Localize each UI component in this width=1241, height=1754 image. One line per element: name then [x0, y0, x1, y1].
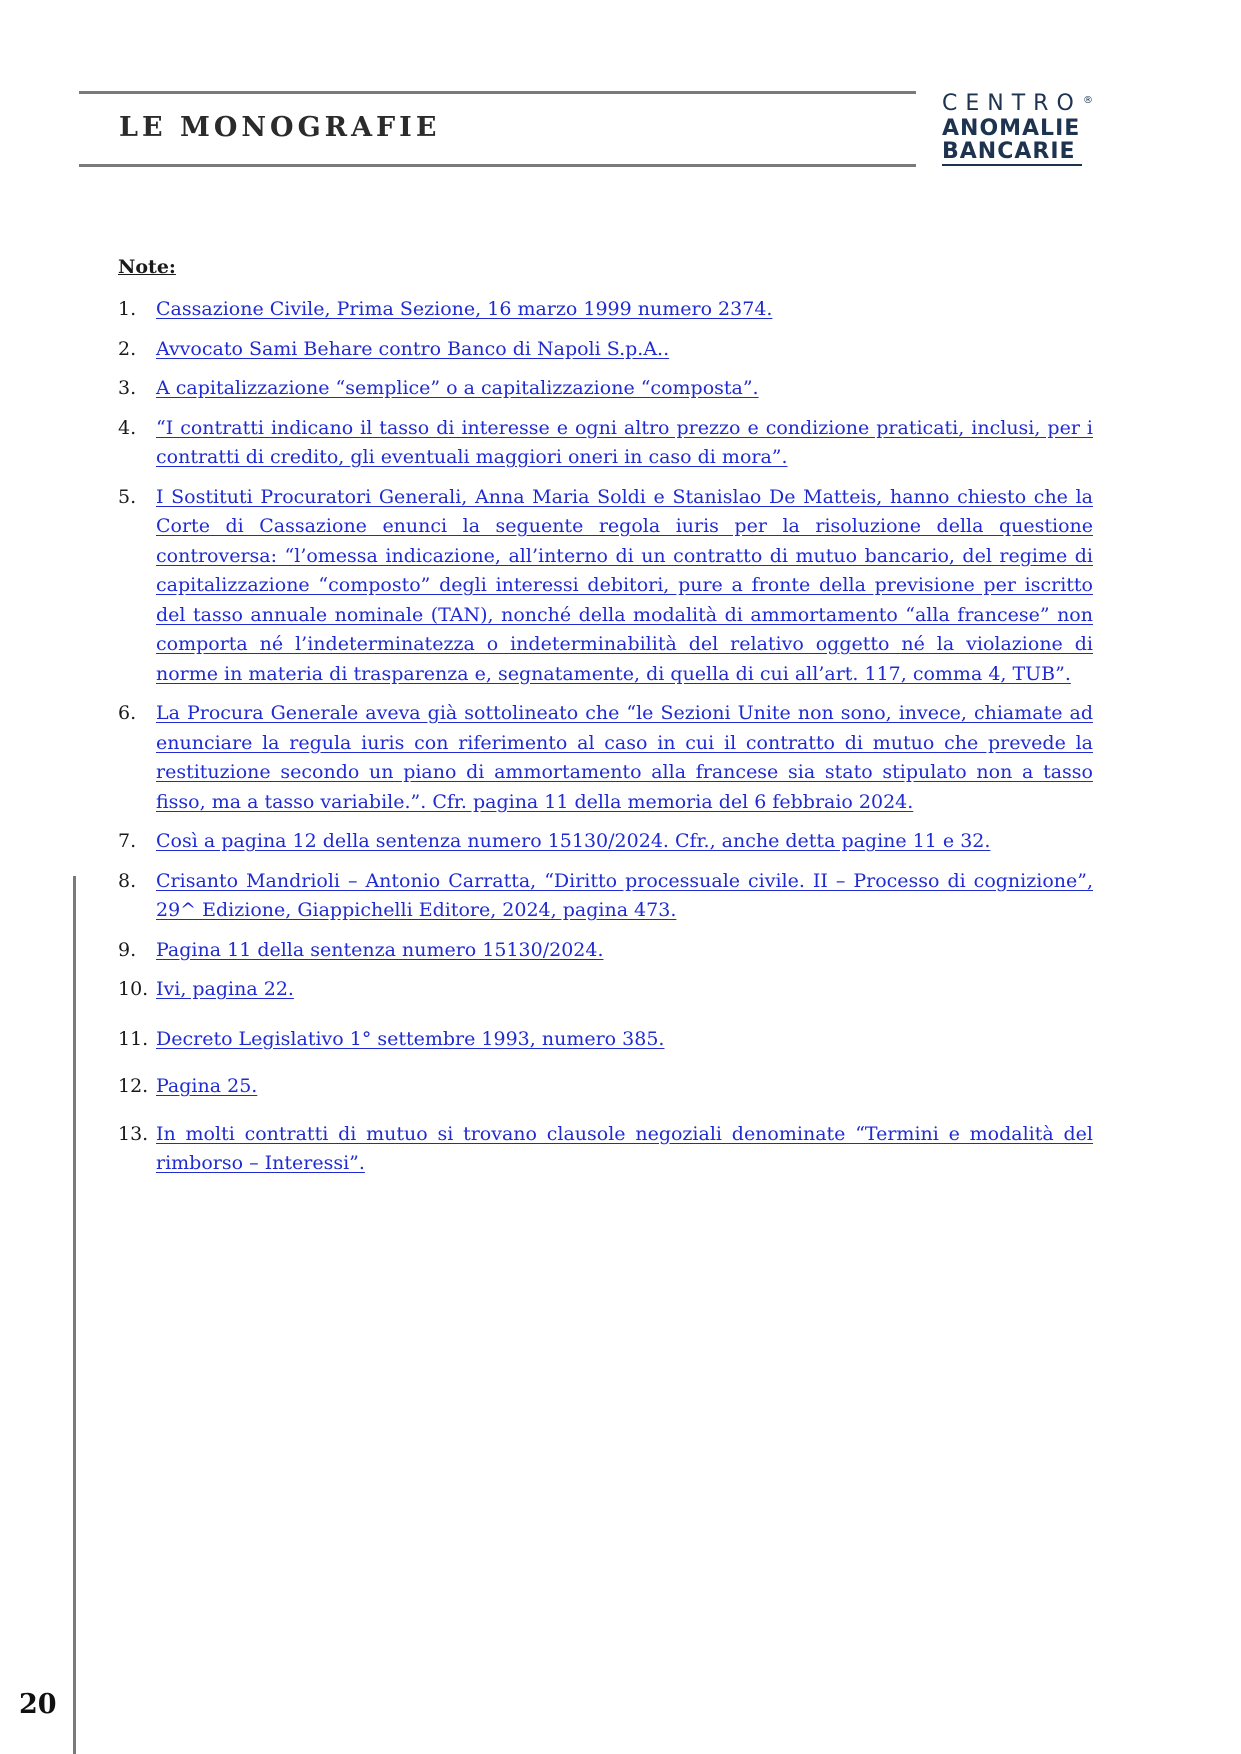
note-number: 7. [118, 830, 137, 852]
logo-anomalie-text: ANOMALIE [942, 116, 1081, 141]
note-link[interactable]: Decreto Legislativo 1° settembre 1993, numero 385. [156, 1027, 665, 1050]
note-item [118, 295, 1093, 325]
note-item [118, 1072, 1093, 1102]
note-link[interactable]: “I contratti indicano il tasso di interesse e ogni altro prezzo e condizione praticati, inclusi, per i contratti di credito, gli eventuali maggiori oneri in caso di mora”. [156, 416, 1093, 468]
note-link[interactable]: A capitalizzazione “semplice” o a capitalizzazione “composta”. [156, 377, 759, 399]
note-item [118, 1025, 1093, 1055]
notes-list [118, 295, 1093, 1189]
notes-heading: Note: [118, 256, 176, 278]
note-item [118, 1120, 1093, 1179]
note-item [118, 699, 1093, 817]
note-number: 3. [118, 377, 137, 399]
note-number: 8. [118, 869, 137, 892]
note-number: 13. [118, 1122, 149, 1145]
note-item [118, 414, 1093, 473]
note-number: 10. [118, 978, 149, 1000]
note-item [118, 374, 1093, 404]
note-link[interactable]: Avvocato Sami Behare contro Banco di Napoli S.p.A.. [156, 337, 670, 360]
note-link[interactable]: In molti contratti di mutuo si trovano clausole negoziali denominate “Termini e modalità del rimborso – Interessi”. [156, 1122, 1093, 1174]
note-link[interactable]: Pagina 25. [156, 1075, 258, 1097]
header-bottom-rule [79, 164, 916, 167]
note-item [118, 975, 1093, 1005]
note-number: 1. [118, 298, 137, 320]
note-number: 11. [118, 1027, 149, 1050]
logo-centro-text: CENTRO ® [942, 91, 1093, 116]
note-item [118, 483, 1093, 690]
logo-bancarie-text: BANCARIE [942, 140, 1082, 166]
note-item [118, 827, 1093, 857]
note-item [118, 335, 1093, 365]
note-number: 12. [118, 1075, 149, 1097]
note-link[interactable]: Cassazione Civile, Prima Sezione, 16 marzo 1999 numero 2374. [156, 298, 773, 320]
centro-anomalie-bancarie-logo [942, 92, 1092, 166]
note-link[interactable]: Pagina 11 della sentenza numero 15130/2024. [156, 938, 604, 961]
note-item [118, 867, 1093, 926]
header-top-rule [79, 91, 916, 94]
section-title: LE MONOGRAFIE [119, 112, 441, 143]
note-item [118, 936, 1093, 966]
note-link[interactable]: Crisanto Mandrioli – Antonio Carratta, “Diritto processuale civile. II – Processo di cognizione”, 29^ Edizione, Giappichelli Editore, 2024, pagina 473. [156, 869, 1093, 921]
note-number: 5. [118, 485, 137, 508]
page-number: 20 [19, 1689, 57, 1720]
registered-mark: ® [1083, 95, 1093, 106]
note-number: 6. [118, 702, 137, 724]
note-number: 9. [118, 938, 137, 961]
note-link[interactable]: Ivi, pagina 22. [156, 978, 294, 1000]
note-link[interactable]: La Procura Generale aveva già sottolineato che “le Sezioni Unite non sono, invece, chiamate ad enunciare la regula iuris con riferimento al caso in cui il contratto di mutuo che prevede la restituzione secondo un piano di ammortamento alla francese sia stato stipulato non a tasso fisso, ma a tasso variabile.”. Cfr. pagina 11 della memoria del 6 febbraio 2024. [156, 702, 1093, 813]
note-link[interactable]: I Sostituti Procuratori Generali, Anna Maria Soldi e Stanislao De Matteis, hanno chiesto che la Corte di Cassazione enunci la seguente regola iuris per la risoluzione della questione controversa: “l’omessa indicazione, all’interno di un contratto di mutuo bancario, del regime di capitalizzazione “composto” degli interessi debitori, pure a fronte della previsione per iscritto del tasso annuale nominale (TAN), nonché della modalità di ammortamento “alla francese” non comporta né l’indeterminatezza o indeterminabilità del relativo oggetto né la violazione di norme in materia di trasparenza e, segnatamente, di quella di cui all’art. 117, comma 4, TUB”. [156, 485, 1093, 685]
note-number: 2. [118, 337, 137, 360]
margin-vertical-rule [73, 876, 76, 1754]
note-number: 4. [118, 416, 137, 439]
note-link[interactable]: Così a pagina 12 della sentenza numero 15130/2024. Cfr., anche detta pagine 11 e 32. [156, 830, 991, 852]
